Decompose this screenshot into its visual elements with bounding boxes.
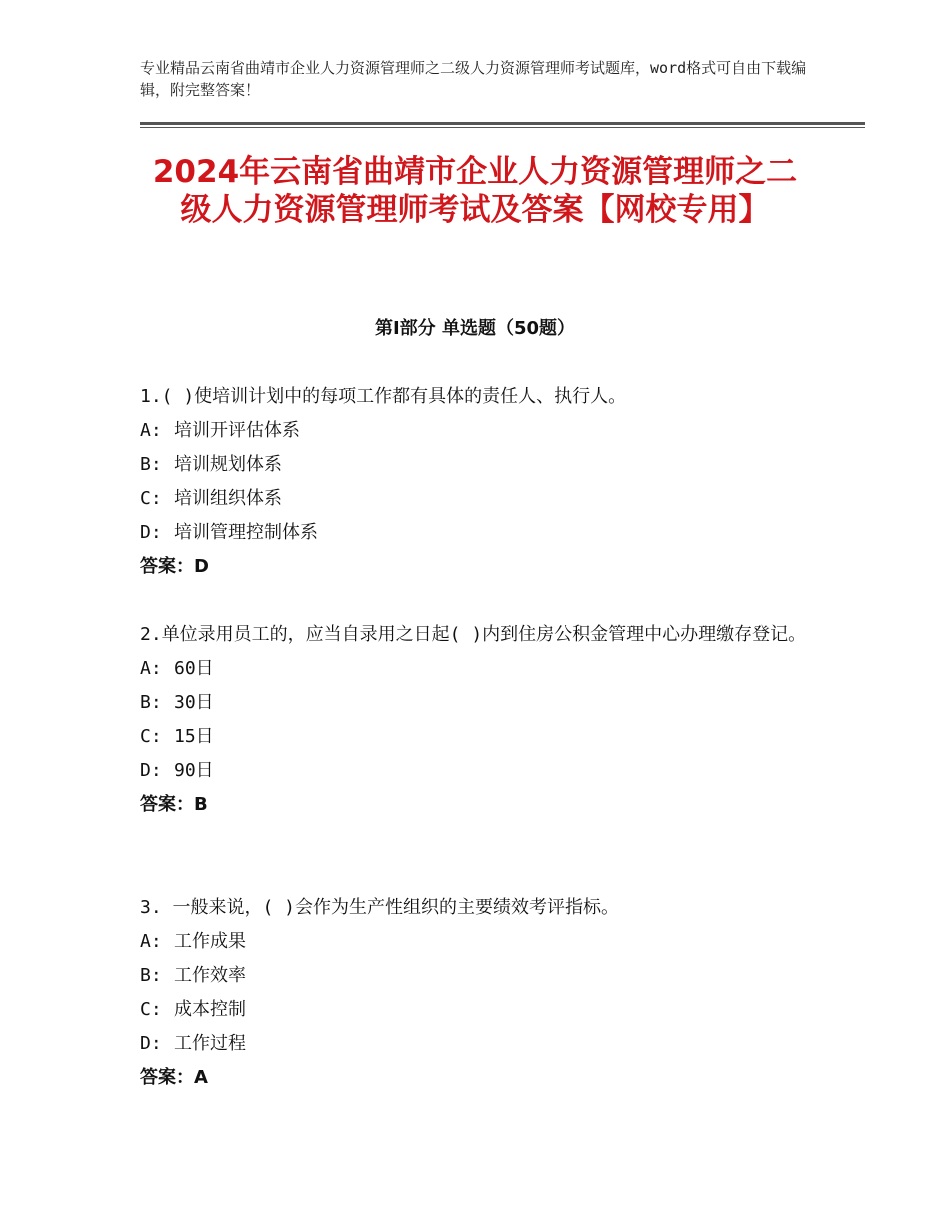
option-c: [140, 720, 820, 754]
option-letter: C:: [140, 488, 162, 509]
option-b: [140, 686, 820, 720]
option-text: 培训规划体系: [174, 454, 282, 475]
option-letter: D:: [140, 522, 162, 543]
option-b: [140, 959, 820, 993]
header-divider: [140, 122, 865, 125]
option-d: [140, 754, 820, 788]
option-text: 90日: [174, 760, 214, 781]
option-letter: D:: [140, 1033, 162, 1054]
option-c: [140, 993, 820, 1027]
option-text: 培训管理控制体系: [174, 522, 318, 543]
option-letter: D:: [140, 760, 162, 781]
option-text: 成本控制: [174, 999, 246, 1020]
option-text: 工作过程: [174, 1033, 246, 1054]
option-text: 培训组织体系: [174, 488, 282, 509]
option-text: 工作成果: [174, 931, 246, 952]
option-letter: A:: [140, 420, 162, 441]
option-letter: A:: [140, 931, 162, 952]
option-c: [140, 482, 820, 516]
option-d: [140, 516, 820, 550]
option-text: 30日: [174, 692, 214, 713]
option-letter: B:: [140, 454, 162, 475]
option-a: [140, 414, 820, 448]
question-stem: 3. 一般来说，( )会作为生产性组织的主要绩效考评指标。: [140, 897, 620, 918]
answer-label: 答案：D: [140, 556, 209, 577]
option-d: [140, 1027, 820, 1061]
section-title: 第Ⅰ部分 单选题（50题）: [374, 318, 575, 339]
option-b: [140, 448, 820, 482]
option-letter: C:: [140, 726, 162, 747]
question-stem: 1.( )使培训计划中的每项工作都有具体的责任人、执行人。: [140, 386, 627, 407]
option-text: 工作效率: [174, 965, 246, 986]
question-stem: 2.单位录用员工的，应当自录用之日起( )内到住房公积金管理中心办理缴存登记。: [140, 624, 807, 645]
option-text: 培训开评估体系: [174, 420, 300, 441]
option-a: [140, 925, 820, 959]
option-text: 60日: [174, 658, 214, 679]
answer-label: 答案：A: [140, 1067, 208, 1088]
header-divider-thin: [140, 127, 865, 128]
option-text: 15日: [174, 726, 214, 747]
answer-label: 答案：B: [140, 794, 208, 815]
question-3: [140, 891, 820, 1095]
header-note: 专业精品云南省曲靖市企业人力资源管理师之二级人力资源管理师考试题库，word格式可自由下载编辑，附完整答案！: [140, 59, 807, 99]
option-letter: B:: [140, 965, 162, 986]
question-1: [140, 380, 820, 584]
option-a: [140, 652, 820, 686]
document-title: 2024年云南省曲靖市企业人力资源管理师之二级人力资源管理师考试及答案【网校专用】: [152, 154, 798, 228]
option-letter: B:: [140, 692, 162, 713]
option-letter: C:: [140, 999, 162, 1020]
option-letter: A:: [140, 658, 162, 679]
question-2: [140, 618, 820, 822]
